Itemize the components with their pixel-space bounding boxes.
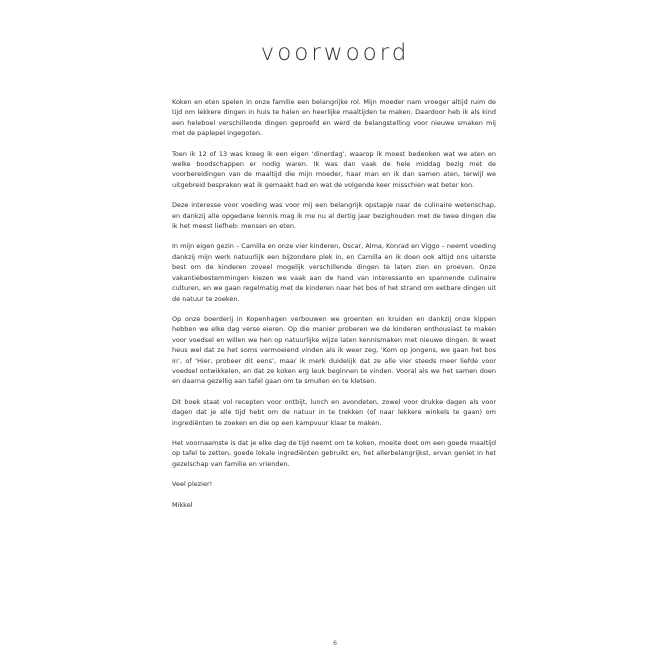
paragraph: In mijn eigen gezin – Camilla en onze vier kinderen, Oscar, Alma, Konrad en Viggo – neemt voeding dankzij mijn werk natuurlijk een bijzondere plek in, en Camilla en ik doen ook altijd ons uiterste best om de kinderen zoveel mogelijk verschillende dingen te laten zien en proeven. Onze vakantiebestemmingen kiezen we vaak aan de hand van interessante en spannende culinaire culturen, en we gaan regelmatig met de kinderen naar het bos of het strand om eetbare dingen uit de natuur te zoeken.	[172, 242, 496, 303]
page-number: 6	[333, 640, 337, 647]
foreword-body	[172, 97, 496, 520]
paragraph: Koken en eten spelen in onze familie een belangrijke rol. Mijn moeder nam vroeger altijd ruim de tijd om lekkere dingen in huis te halen en heerlijke maaltijden te maken. Daardoor heb ik als kind een heleboel verschillende dingen geproefd en werd de belangstelling voor nieuwe smaken mij met de paplepel ingegoten.	[172, 98, 496, 138]
page-title: voorwoord	[260, 40, 410, 66]
paragraph: Op onze boerderij in Kopenhagen verbouwen we groenten en kruiden en dankzij onze kippen hebben we elke dag verse eieren. Op die manier proberen we de kinderen enthousiast te maken voor voedsel en willen we hen op natuurlijke wijze laten kennismaken met nieuwe dingen. Ik weet heus wel dat ze het soms vermoeiend vinden als ik weer zeg, ‘Kom op jongens, we gaan het bos in’, of ‘Hier, probeer dit eens’, maar ik merk duidelijk dat ze alle vier steeds meer liefde voor voedsel ontwikkelen, en dat ze koken erg leuk beginnen te vinden. Vooral als we het samen doen en daarna gezellig aan tafel gaan om te smullen en te kletsen.	[172, 314, 496, 386]
paragraph: Deze interesse voor voeding was voor mij een belangrijk opstapje naar de culinaire wetenschap, en dankzij alle opgedane kennis mag ik me nu al dertig jaar bezighouden met de twee dingen die ik het meest liefheb: mensen en eten.	[172, 201, 496, 231]
signature: Mikkel	[172, 500, 193, 509]
paragraph: Dit boek staat vol recepten voor ontbijt, lunch en avondeten, zowel voor drukke dagen als voor dagen dat je alle tijd hebt om de natuur in te trekken (of naar lekkere winkels te gaan) om ingrediënten te zoeken en die op een kampvuur klaar te maken.	[172, 397, 496, 427]
paragraph: Het voornaamste is dat je elke dag de tijd neemt om te koken, moeite doet om een goede maaltijd op tafel te zetten, goede lokale ingrediënten gebruikt en, het allerbelangrijkst, ervan geniet in het gezelschap van familie en vrienden.	[172, 438, 496, 468]
closing-text: Veel plezier!	[172, 480, 213, 489]
closing-block	[172, 479, 496, 510]
paragraph: Toen ik 12 of 13 was kreeg ik een eigen ‘dinerdag’, waarop ik moest bedenken wat we aten en welke boodschappen er nodig waren. Ik was dan vaak de hele middag bezig met de voorbereidingen van de maaltijd die mijn moeder, haar man en ik dan samen aten, terwijl we uitgebreid bespraken wat ik gemaakt had en wat de volgende keer misschien wat beter kon.	[172, 149, 496, 189]
